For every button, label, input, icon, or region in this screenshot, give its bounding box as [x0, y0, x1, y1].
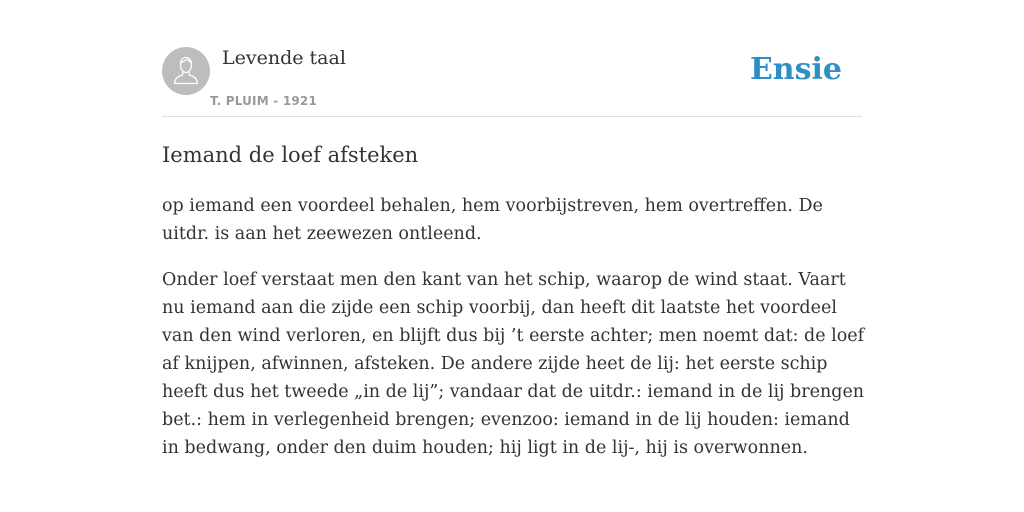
user-silhouette-icon — [162, 47, 210, 95]
entry-title: Iemand de loef afsteken — [162, 143, 419, 167]
ensie-logo-link[interactable]: Ensie — [749, 52, 842, 87]
entry-paragraph: Onder loef verstaat men den kant van het schip, waarop de wind staat. Vaart nu iemand aan die zijde een schip voorbij, dan heeft dit laatste het voordeel van den wind verloren, en blijft dus bij ’t eerste achter; men noemt dat: de loef af knijpen, afwinnen, afsteken. De andere zijde heet de lij: het eerste schip heeft dus het tweede „in de lij”; vandaar dat de uitdr.: iemand in de lij brengen bet.: hem in verlegenheid brengen; evenzoo: iemand in de lij houden: iemand in bedwang, onder den duim houden; hij ligt in de lij-, hij is overwonnen. — [162, 270, 865, 458]
publication-year: 1921 — [282, 94, 318, 108]
author-year-separator: - — [268, 94, 283, 108]
author-name[interactable]: T. PLUIM — [210, 94, 269, 108]
entry-paragraph: op iemand een voordeel behalen, hem voorbijstreven, hem overtreffen. De uitdr. is aan het zeewezen ontleend. — [162, 196, 823, 244]
author-avatar[interactable] — [162, 47, 210, 95]
book-title[interactable]: Levende taal — [222, 47, 346, 69]
author-line — [210, 93, 317, 109]
source-header — [162, 46, 862, 117]
entry-body — [162, 192, 868, 480]
